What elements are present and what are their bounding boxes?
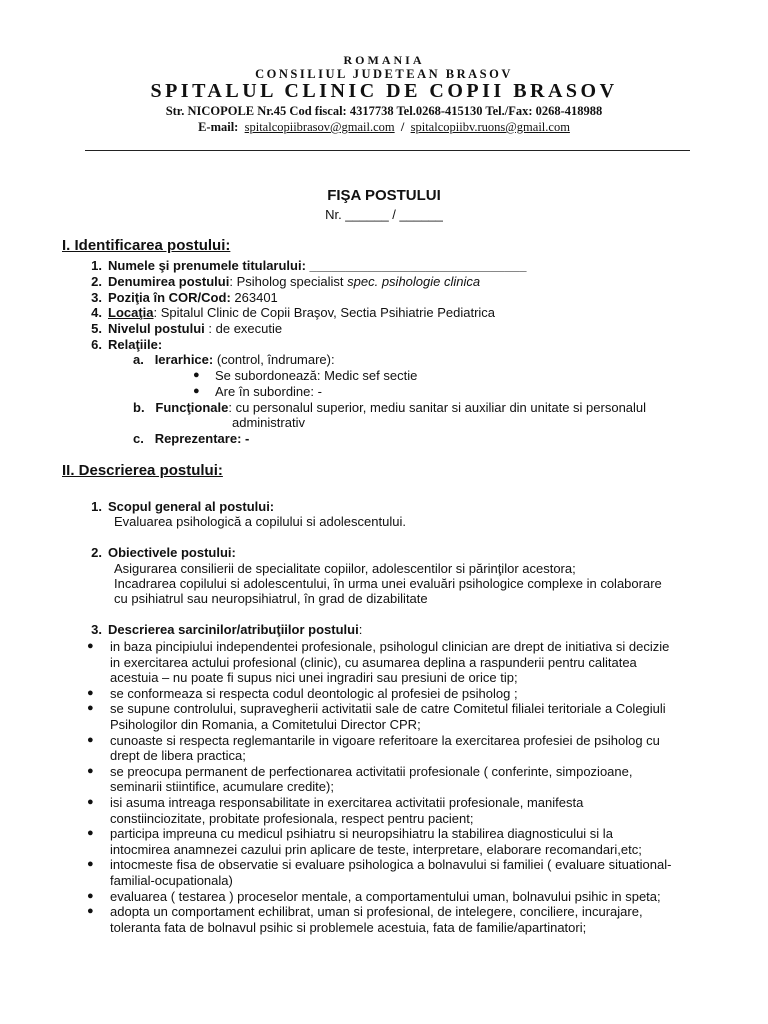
item-4: 4. Locaţia: Spitalul Clinic de Copii Braşov, Sectia Psihiatrie Pediatrica	[91, 305, 496, 320]
item-5: 5. Nivelul postului : de executie	[91, 321, 283, 336]
bullet-dot: ●	[87, 702, 94, 715]
purpose-heading: 1. Scopul general al postului:	[91, 499, 275, 514]
bullet-dot: ●	[193, 369, 200, 381]
item-2: 2. Denumirea postului: Psiholog specialist spec. psihologie clinica	[91, 274, 481, 289]
purpose-text: Evaluarea psihologică a copilului si adolescentului.	[114, 514, 406, 529]
task-item-line: toleranta fata de bolnavul psihic si problemele acestuia, fata de familie/apartinatori;	[110, 919, 587, 935]
header-hospital: SPITALUL CLINIC DE COPII BRASOV	[150, 80, 618, 102]
relation-a-subordinate: Se subordonează: Medic sef sectie	[215, 368, 418, 383]
header-council: CONSILIUL JUDETEAN BRASOV	[255, 67, 513, 81]
task-item-line: constiinciozitate, probitate profesionala, respect pentru pacient;	[110, 810, 474, 826]
task-item-line: se conformeaza si respecta codul deontologic al profesiei de psiholog ;	[110, 685, 518, 701]
task-item-line: seminarii stiintifice, acumulare credite);	[110, 779, 334, 795]
task-item-line: Psihologilor din Romania, a Comitetului Director CPR;	[110, 717, 421, 732]
task-item-line: intocmirea anamnezei cazului prin aplicare de teste, interpretare, elaborare recomandari,etc;	[110, 841, 642, 857]
task-item-line: intocmeste fisa de observatie si evaluare psihologica a bolnavului si familiei ( evaluare situational-	[110, 857, 672, 873]
task-item-line: se supune controlului, supravegherii activitatii sale de catre Comitetul filialei teritoriale a Colegiuli	[110, 701, 666, 717]
relation-b: b. Funcţionale: cu personalul superior, mediu sanitar si auxiliar din unitate si personalul	[133, 400, 647, 415]
relation-a-subordinates: Are în subordine: -	[215, 384, 322, 399]
task-item-line: cunoaste si respecta reglemantarile in vigoare referitoare la exercitarea profesiei de psiholog cu	[110, 732, 660, 748]
bullet-dot: ●	[87, 764, 94, 777]
bullet-dot: ●	[87, 796, 94, 808]
objectives-heading: 2. Obiectivele postului:	[91, 545, 236, 560]
relation-c: c. Reprezentare: -	[133, 431, 250, 446]
bullet-dot: ●	[87, 733, 94, 746]
relation-b-continued: administrativ	[232, 415, 305, 430]
task-item-line: isi asuma intreaga responsabilitate in exercitarea activitatii profesionale, manifesta	[110, 795, 584, 810]
objectives-line-1: Asigurarea consilierii de specialitate copiilor, adolescentilor si părinţilor acestora;	[114, 561, 576, 576]
section-2-heading: II. Descrierea postului:	[62, 462, 223, 479]
header-email-line	[0, 120, 768, 135]
task-item-line: evaluarea ( testarea ) proceselor mentale, a comportamentului uman, bolnavului psihic in speta;	[110, 888, 661, 904]
task-item-line: acestuia – nu poate fi supus nici unei ingradiri sau presiuni de orice tip;	[110, 670, 518, 686]
item-6: 6. Relaţiile:	[91, 337, 163, 352]
bullet-dot: ●	[87, 889, 94, 902]
email-separator: /	[400, 120, 405, 134]
tasks-heading: 3. Descrierea sarcinilor/atribuţiilor postului:	[91, 622, 363, 637]
bullet-dot: ●	[87, 905, 94, 918]
email-link-2[interactable]: spitalcopiibv.ruons@gmail.com	[410, 120, 570, 134]
relation-a: a. Ierarhice: (control, îndrumare):	[133, 352, 335, 367]
bullet-dot: ●	[87, 686, 94, 699]
objectives-line-3: cu psihiatrul sau neuropsihiatrul, în grad de dizabilitate	[114, 591, 428, 606]
bullet-dot: ●	[87, 640, 94, 652]
bullet-dot: ●	[87, 827, 94, 840]
header-address: Str. NICOPOLE Nr.45 Cod fiscal: 4317738 Tel.0268-415130 Tel./Fax: 0268-418988	[165, 104, 603, 118]
section-1-heading: I. Identificarea postului:	[62, 237, 231, 254]
header-country: ROMANIA	[343, 53, 425, 67]
task-item-line: participa impreuna cu medicul psihiatru si neuropsihiatru la stabilirea diagnosticului si la	[110, 826, 613, 842]
bullet-dot: ●	[193, 385, 200, 397]
task-item-line: in exercitarea actului profesional (clinic), cu asumarea deplina a raspunderii pentru calitatea	[110, 654, 637, 670]
task-item-line: se preocupa permanent de perfectionarea activitatii profesionale ( conferinte, simpozioane,	[110, 763, 633, 779]
email-label: E-mail:	[198, 120, 239, 134]
item-3: 3. Poziţia în COR/Cod: 263401	[91, 290, 278, 305]
task-item-line: familial-ocupationala)	[110, 873, 233, 888]
bullet-dot: ●	[87, 858, 94, 871]
task-item-line: drept de libera practica;	[110, 748, 246, 764]
email-link-1[interactable]: spitalcopiibrasov@gmail.com	[244, 120, 395, 134]
item-1: 1. Numele şi prenumele titularului: ______________________________	[91, 258, 527, 273]
objectives-line-2: Incadrarea copilului si adolescentului, în urma unei evaluări psihologice complexe in colaborare	[114, 576, 662, 591]
header-divider	[85, 150, 690, 151]
document-title: FIŞA POSTULUI	[327, 187, 441, 204]
task-item-line: adopta un comportament echilibrat, uman si profesional, de intelegere, conciliere, incurajare,	[110, 904, 643, 920]
task-item-line: in baza pincipiului independentei profesionale, psihologul clinician are drept de initiativa si decizie	[110, 639, 670, 654]
document-number: Nr. ______ / ______	[325, 207, 443, 222]
